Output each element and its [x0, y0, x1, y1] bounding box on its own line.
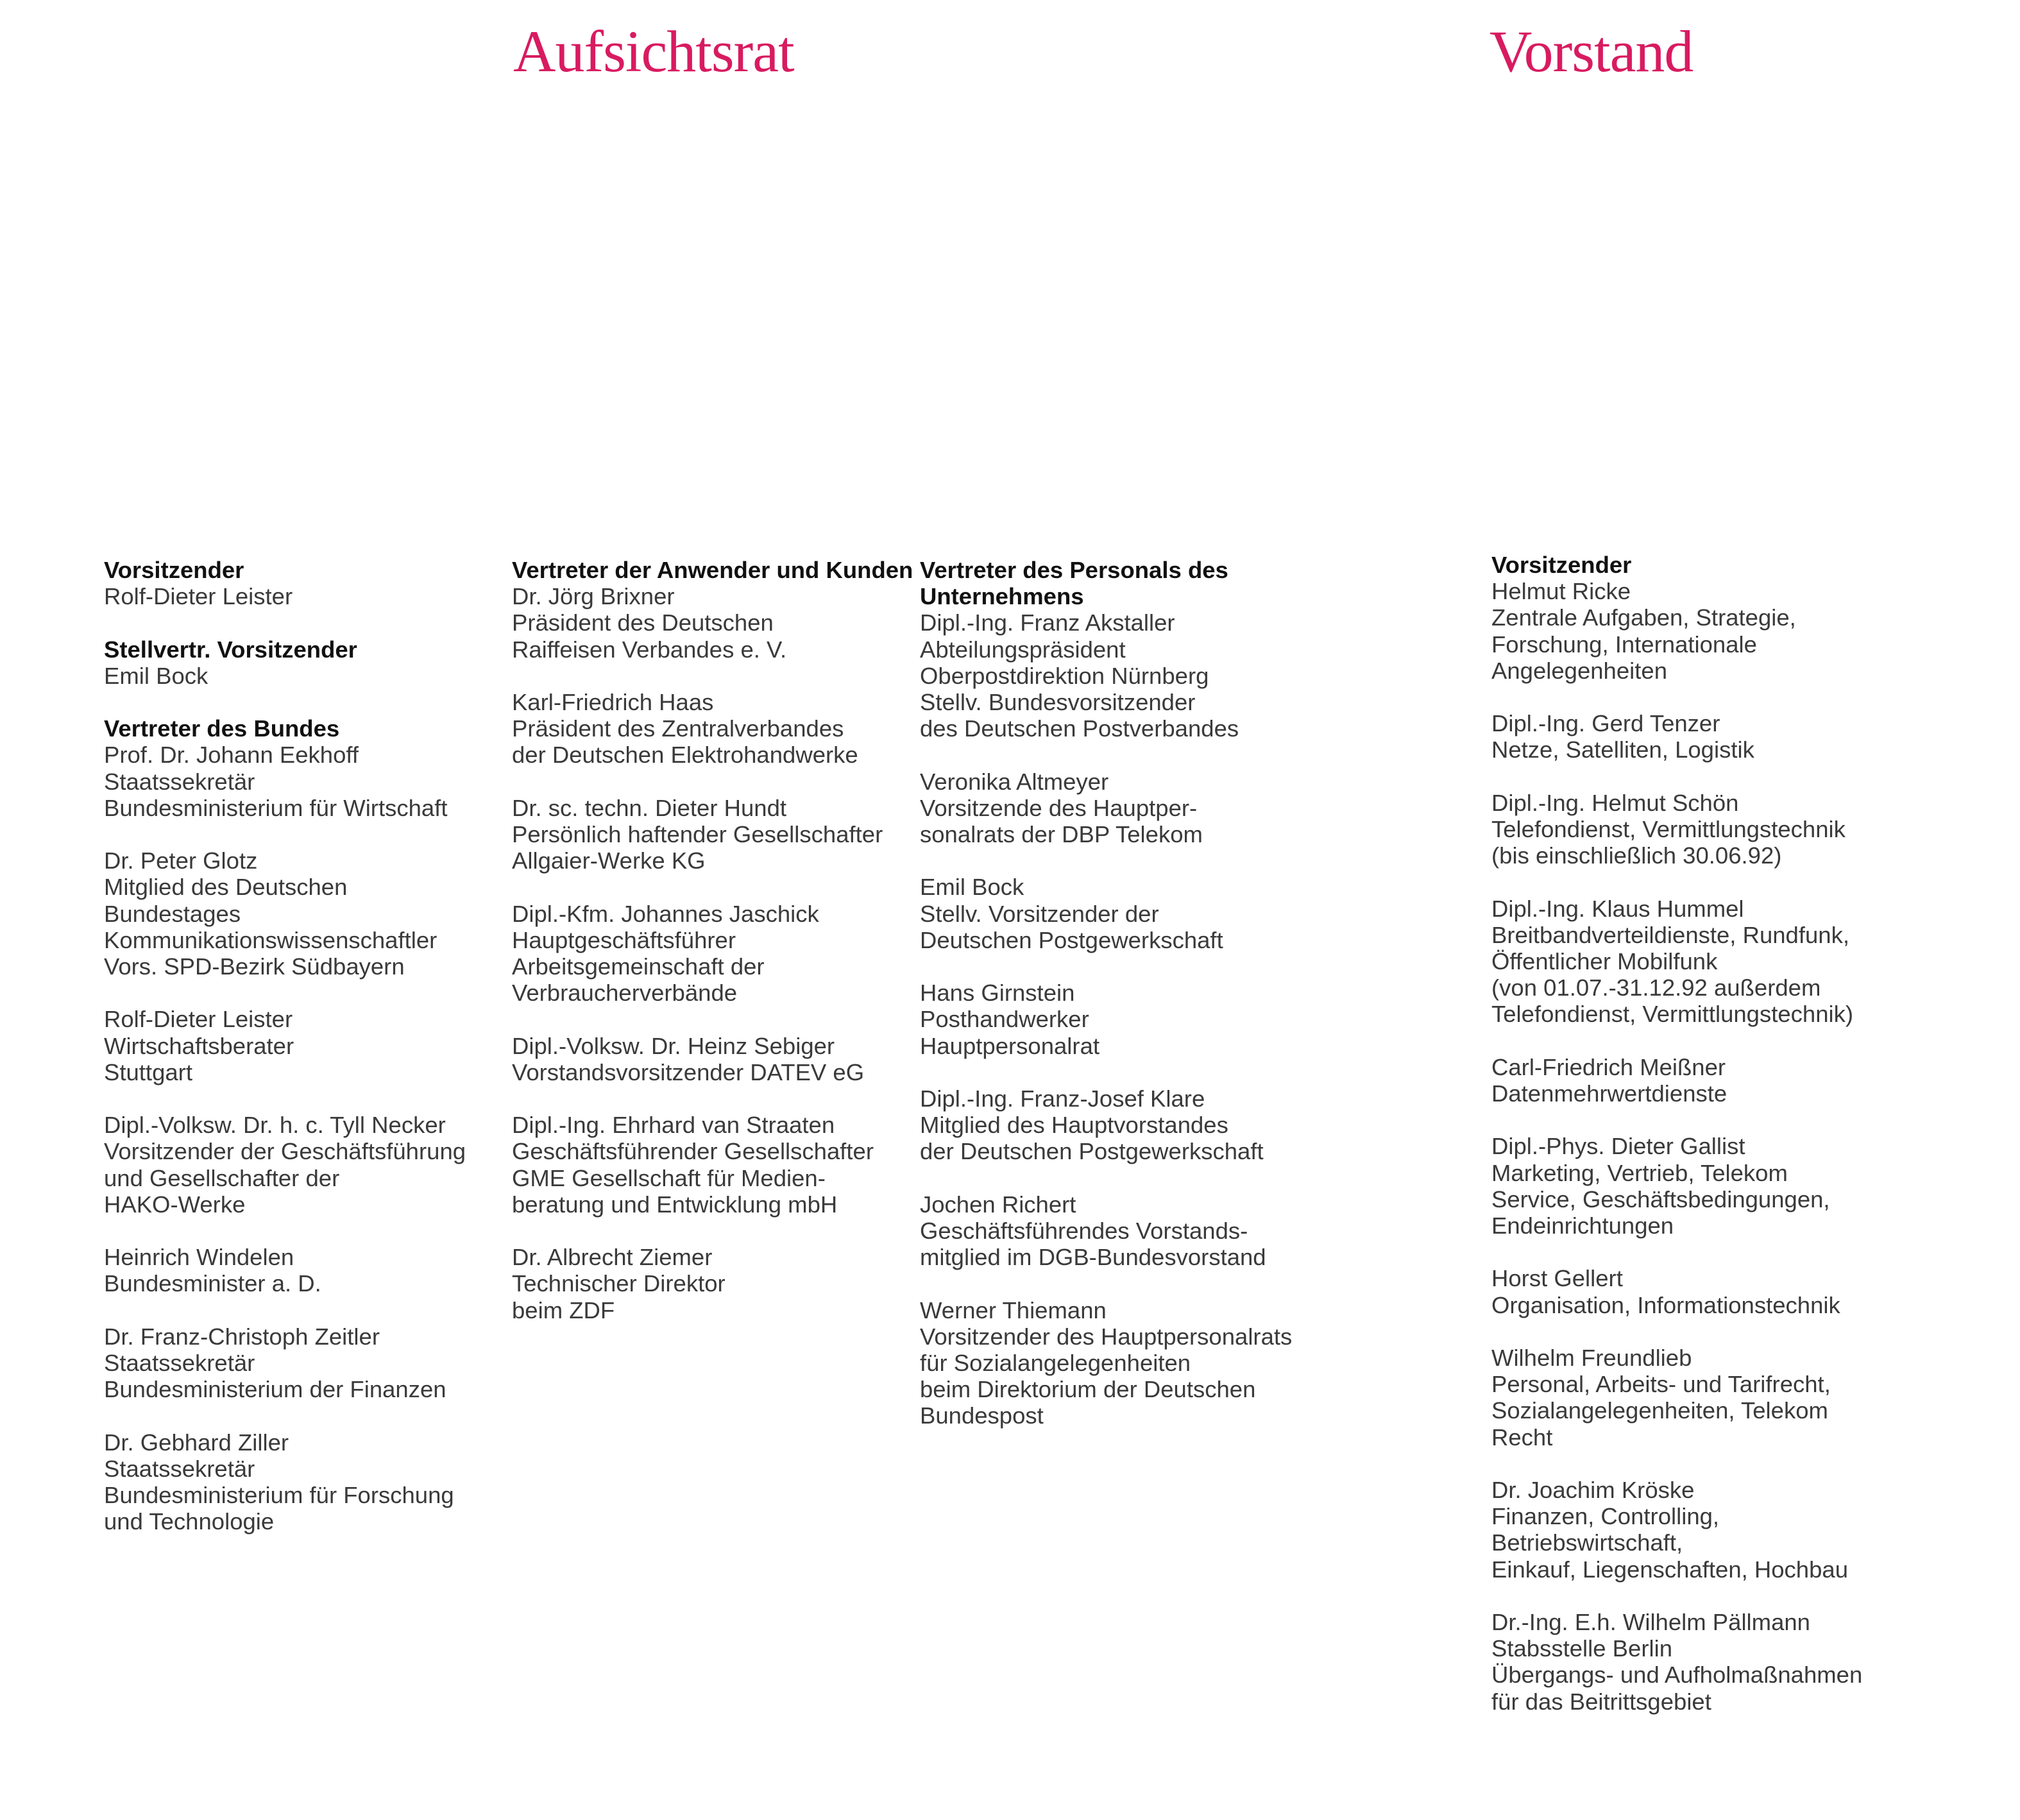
role-line: beratung und Entwicklung mbH	[512, 1191, 838, 1218]
role-line: Posthandwerker	[920, 1006, 1089, 1033]
role-line: Raiffeisen Verbandes e. V.	[512, 636, 787, 663]
person-name: Dipl.-Kfm. Johannes Jaschick	[512, 900, 819, 927]
entry-block	[104, 1112, 466, 1218]
role-line: Bundesminister a. D.	[104, 1270, 321, 1297]
block-spacer	[512, 874, 913, 900]
block-spacer	[104, 609, 466, 636]
entry-block	[104, 1006, 466, 1085]
entry-block	[1491, 1054, 1862, 1107]
block-spacer	[920, 742, 1292, 768]
role-line: Telefondienst, Vermittlungstechnik)	[1491, 1001, 1854, 1028]
person-name: Karl-Friedrich Haas	[512, 689, 714, 715]
block-spacer	[920, 1059, 1292, 1085]
entry-block	[920, 1297, 1292, 1429]
role-line: Mitglied des Deutschen	[104, 874, 348, 901]
person-name: Rolf-Dieter Leister	[104, 583, 293, 610]
role-line: und Technologie	[104, 1508, 275, 1535]
entry-block	[1491, 1133, 1862, 1239]
person-name: Hans Girnstein	[920, 980, 1075, 1007]
entry-block	[1491, 896, 1862, 1028]
role-line: Vorsitzender des Hauptpersonalrats	[920, 1323, 1293, 1350]
block-spacer	[512, 1085, 913, 1112]
role-line: Telefondienst, Vermittlungstechnik	[1491, 816, 1846, 842]
role-line: GME Gesellschaft für Medien-	[512, 1164, 826, 1191]
person-name: Dr.-Ing. E.h. Wilhelm Pällmann	[1491, 1608, 1810, 1635]
entry-block	[920, 1085, 1292, 1165]
role-line: Geschäftsführender Gesellschafter	[512, 1138, 874, 1165]
entry-block	[1491, 552, 1862, 684]
section-heading: Vertreter der Anwender und Kunden	[512, 557, 913, 583]
person-name: Dipl.-Phys. Dieter Gallist	[1491, 1133, 1745, 1160]
role-line: Wirtschaftsberater	[104, 1032, 294, 1059]
person-name: Dipl.-Volksw. Dr. Heinz Sebiger	[512, 1032, 835, 1059]
role-line: Vorsitzender der Geschäftsführung	[104, 1138, 466, 1165]
role-line: Bundesministerium für Wirtschaft	[104, 794, 448, 821]
entry-block	[104, 847, 466, 980]
heading-aufsichtsrat: Aufsichtsrat	[513, 19, 794, 84]
role-line: Kommunikationswissenschaftler	[104, 926, 437, 953]
role-line: Präsident des Deutschen	[512, 609, 774, 636]
block-spacer	[1491, 1450, 1862, 1477]
person-name: Dr. Franz-Christoph Zeitler	[104, 1323, 380, 1350]
person-name: Wilhelm Freundlieb	[1491, 1344, 1692, 1371]
person-name: Dr. sc. techn. Dieter Hundt	[512, 794, 787, 821]
block-spacer	[1491, 1107, 1862, 1133]
role-line: Angelegenheiten	[1491, 657, 1667, 684]
person-name: Dipl.-Ing. Gerd Tenzer	[1491, 710, 1720, 737]
role-line: Marketing, Vertrieb, Telekom	[1491, 1159, 1788, 1186]
entry-block	[920, 1191, 1292, 1271]
block-spacer	[104, 821, 466, 847]
person-name: Dipl.-Ing. Ehrhard van Straaten	[512, 1112, 835, 1139]
role-line: Mitglied des Hauptvorstandes	[920, 1112, 1228, 1139]
entry-block	[1491, 1265, 1862, 1318]
block-spacer	[920, 1270, 1292, 1297]
section-heading: Vorsitzender	[104, 557, 244, 583]
role-line: sonalrats der DBP Telekom	[920, 821, 1203, 848]
section-heading: Vertreter des Bundes	[104, 715, 340, 742]
role-line: Persönlich haftender Gesellschafter	[512, 821, 883, 847]
entry-block	[1491, 1477, 1862, 1583]
heading-vorstand: Vorstand	[1490, 19, 1693, 84]
section-heading: Unternehmens	[920, 583, 1084, 610]
role-line: Bundesministerium für Forschung	[104, 1481, 454, 1508]
column-vorstand	[1491, 552, 1862, 1715]
role-line: beim ZDF	[512, 1297, 615, 1323]
role-line: für das Beitrittsgebiet	[1491, 1688, 1711, 1715]
entry-block	[1491, 710, 1862, 763]
role-line: Abteilungspräsident	[920, 636, 1126, 663]
block-spacer	[512, 663, 913, 689]
entry-block	[512, 1244, 913, 1323]
role-line: Betriebswirtschaft,	[1491, 1529, 1683, 1556]
role-line: Stuttgart	[104, 1059, 192, 1085]
person-name: Helmut Ricke	[1491, 578, 1631, 605]
person-name: Emil Bock	[104, 662, 208, 689]
role-line: Zentrale Aufgaben, Strategie,	[1491, 604, 1796, 631]
entry-block	[512, 689, 913, 769]
role-line: Öffentlicher Mobilfunk	[1491, 948, 1718, 974]
role-line: Bundespost	[920, 1402, 1044, 1429]
role-line: des Deutschen Postverbandes	[920, 715, 1239, 742]
role-line: Staatssekretär	[104, 1349, 255, 1376]
role-line: und Gesellschafter der	[104, 1164, 340, 1191]
block-spacer	[1491, 684, 1862, 710]
entry-block	[920, 557, 1292, 742]
person-name: Dipl.-Ing. Helmut Schön	[1491, 789, 1739, 816]
block-spacer	[512, 769, 913, 795]
section-heading: Vorsitzender	[1491, 552, 1632, 578]
person-name: Dr. Jörg Brixner	[512, 583, 675, 610]
entry-block	[920, 769, 1292, 848]
entry-block	[512, 1112, 913, 1218]
entry-block	[920, 874, 1292, 953]
role-line: HAKO-Werke	[104, 1191, 246, 1218]
person-name: Emil Bock	[920, 874, 1024, 901]
person-name: Jochen Richert	[920, 1191, 1076, 1218]
entry-block	[104, 557, 466, 609]
section-heading: Stellvertr. Vorsitzender	[104, 636, 357, 663]
person-name: Dipl.-Volksw. Dr. h. c. Tyll Necker	[104, 1112, 446, 1139]
block-spacer	[512, 1006, 913, 1032]
role-line: Personal, Arbeits- und Tarifrecht,	[1491, 1371, 1831, 1398]
block-spacer	[1491, 763, 1862, 790]
role-line: Forschung, Internationale	[1491, 631, 1757, 658]
role-line: Allgaier-Werke KG	[512, 847, 706, 874]
person-name: Dr. Peter Glotz	[104, 847, 258, 874]
person-name: Dr. Gebhard Ziller	[104, 1429, 289, 1456]
column-bund	[104, 557, 466, 1535]
role-line: Einkauf, Liegenschaften, Hochbau	[1491, 1556, 1849, 1583]
block-spacer	[1491, 869, 1862, 895]
entry-block	[104, 636, 466, 689]
role-line: Endeinrichtungen	[1491, 1212, 1674, 1239]
person-name: Dipl.-Ing. Franz-Josef Klare	[920, 1085, 1205, 1112]
role-line: Vors. SPD-Bezirk Südbayern	[104, 953, 405, 980]
block-spacer	[104, 1297, 466, 1323]
role-line: Vorsitzende des Hauptper-	[920, 794, 1198, 821]
block-spacer	[104, 1218, 466, 1244]
person-name: Dr. Albrecht Ziemer	[512, 1244, 713, 1271]
person-name: Carl-Friedrich Meißner	[1491, 1053, 1726, 1080]
role-line: Verbraucherverbände	[512, 980, 738, 1007]
role-line: Stellv. Bundesvorsitzender	[920, 689, 1196, 716]
entry-block	[512, 901, 913, 1007]
role-line: Organisation, Informationstechnik	[1491, 1291, 1840, 1318]
role-line: Übergangs- und Aufholmaßnahmen	[1491, 1662, 1863, 1688]
role-line: der Deutschen Elektrohandwerke	[512, 742, 858, 769]
role-line: Arbeitsgemeinschaft der	[512, 953, 765, 980]
person-name: Veronika Altmeyer	[920, 768, 1109, 795]
role-line: (bis einschließlich 30.06.92)	[1491, 842, 1782, 869]
entry-block	[1491, 790, 1862, 869]
person-name: Heinrich Windelen	[104, 1244, 294, 1271]
block-spacer	[920, 953, 1292, 980]
person-name: Rolf-Dieter Leister	[104, 1006, 293, 1033]
role-line: mitglied im DGB-Bundesvorstand	[920, 1244, 1266, 1271]
role-line: Deutschen Postgewerkschaft	[920, 926, 1223, 953]
role-line: Datenmehrwertdienste	[1491, 1080, 1727, 1107]
block-spacer	[104, 1402, 466, 1429]
role-line: Staatssekretär	[104, 1455, 255, 1482]
section-heading: Vertreter des Personals des	[920, 557, 1228, 583]
role-line: Vorstandsvorsitzender DATEV eG	[512, 1059, 865, 1085]
block-spacer	[1491, 1583, 1862, 1609]
column-personal	[920, 557, 1292, 1429]
person-name: Dr. Joachim Kröske	[1491, 1476, 1695, 1503]
entry-block	[920, 980, 1292, 1059]
block-spacer	[104, 1085, 466, 1112]
block-spacer	[104, 980, 466, 1006]
role-line: für Sozialangelegenheiten	[920, 1350, 1191, 1376]
role-line: Bundestages	[104, 900, 241, 927]
entry-block	[512, 1033, 913, 1085]
role-line: Hauptpersonalrat	[920, 1032, 1100, 1059]
block-spacer	[920, 847, 1292, 874]
role-line: Bundesministerium der Finanzen	[104, 1376, 446, 1403]
person-name: Dipl.-Ing. Franz Akstaller	[920, 609, 1175, 636]
role-line: Finanzen, Controlling,	[1491, 1503, 1720, 1530]
role-line: Geschäftsführendes Vorstands-	[920, 1218, 1248, 1244]
role-line: Netze, Satelliten, Logistik	[1491, 736, 1754, 763]
role-line: Oberpostdirektion Nürnberg	[920, 662, 1209, 689]
block-spacer	[104, 689, 466, 715]
block-spacer	[1491, 1028, 1862, 1054]
block-spacer	[920, 1165, 1292, 1191]
entry-block	[104, 1429, 466, 1535]
block-spacer	[1491, 1318, 1862, 1345]
entry-block	[1491, 1609, 1862, 1715]
person-name: Dipl.-Ing. Klaus Hummel	[1491, 895, 1744, 922]
role-line: Sozialangelegenheiten, Telekom	[1491, 1397, 1828, 1424]
role-line: Stabsstelle Berlin	[1491, 1635, 1673, 1662]
entry-block	[104, 715, 466, 821]
column-anwender-kunden	[512, 557, 913, 1323]
entry-block	[104, 1244, 466, 1297]
block-spacer	[512, 1218, 913, 1244]
entry-block	[1491, 1345, 1862, 1450]
entry-block	[104, 1323, 466, 1403]
role-line: Staatssekretär	[104, 768, 255, 795]
role-line: Hauptgeschäftsführer	[512, 926, 736, 953]
entry-block	[512, 557, 913, 663]
role-line: Präsident des Zentralverbandes	[512, 715, 844, 742]
person-name: Horst Gellert	[1491, 1265, 1623, 1292]
role-line: der Deutschen Postgewerkschaft	[920, 1138, 1264, 1165]
role-line: Stellv. Vorsitzender der	[920, 900, 1159, 927]
person-name: Werner Thiemann	[920, 1297, 1107, 1323]
role-line: beim Direktorium der Deutschen	[920, 1376, 1256, 1403]
entry-block	[512, 795, 913, 874]
role-line: Service, Geschäftsbedingungen,	[1491, 1186, 1830, 1212]
role-line: Technischer Direktor	[512, 1270, 726, 1297]
block-spacer	[1491, 1239, 1862, 1265]
person-name: Prof. Dr. Johann Eekhoff	[104, 742, 359, 769]
role-line: Recht	[1491, 1424, 1553, 1450]
role-line: Breitbandverteildienste, Rundfunk,	[1491, 921, 1849, 948]
role-line: (von 01.07.-31.12.92 außerdem	[1491, 974, 1821, 1001]
